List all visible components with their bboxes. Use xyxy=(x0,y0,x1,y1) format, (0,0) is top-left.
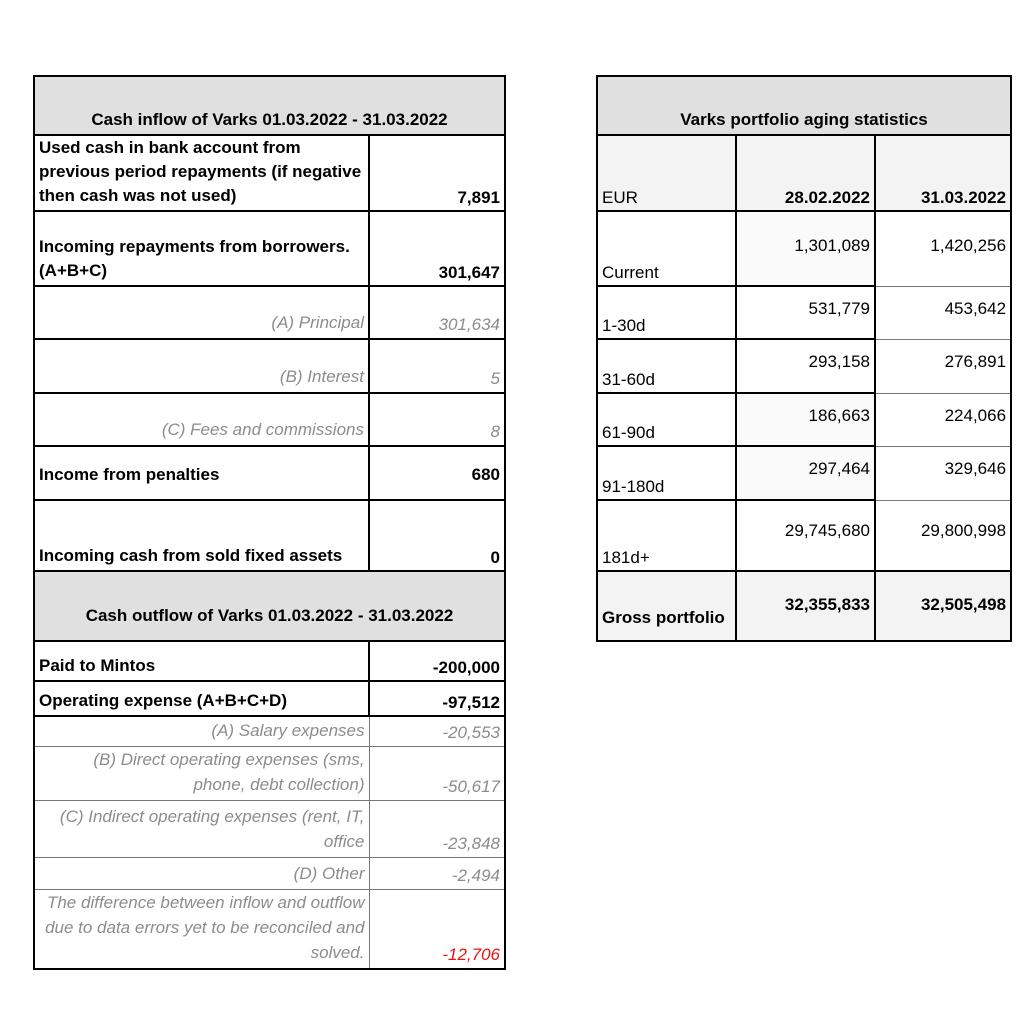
inflow-subrow-label: (C) Fees and commissions xyxy=(34,393,369,446)
cash-outflow-header: Cash outflow of Varks 01.03.2022 - 31.03.2022 xyxy=(34,571,505,641)
outflow-row-value: -97,512 xyxy=(369,681,505,716)
inflow-row-value: 7,891 xyxy=(369,135,505,211)
aging-value: 186,663 xyxy=(736,393,875,446)
inflow-row-value: 680 xyxy=(369,446,505,500)
outflow-subrow-label: (B) Direct operating expenses (sms, phone, debt collection) xyxy=(34,746,369,800)
aging-value: 293,158 xyxy=(736,339,875,393)
outflow-subrow-value: -20,553 xyxy=(369,716,505,746)
inflow-row-label: Income from penalties xyxy=(34,446,369,500)
aging-value: 224,066 xyxy=(875,393,1011,446)
aging-value: 29,745,680 xyxy=(736,500,875,571)
reconciliation-value: -12,706 xyxy=(369,889,505,969)
inflow-row-label: Incoming repayments from borrowers. (A+B+C) xyxy=(34,211,369,286)
aging-value: 1,301,089 xyxy=(736,211,875,286)
aging-value: 453,642 xyxy=(875,286,1011,339)
inflow-row-label: Used cash in bank account from previous period repayments (if negative then cash was not used) xyxy=(34,135,369,211)
outflow-subrow-value: -23,848 xyxy=(369,800,505,857)
inflow-subrow-value: 8 xyxy=(369,393,505,446)
aging-col-date-2: 31.03.2022 xyxy=(875,135,1011,211)
aging-value: 329,646 xyxy=(875,446,1011,500)
aging-value: 531,779 xyxy=(736,286,875,339)
aging-table xyxy=(596,75,1012,642)
aging-bucket: 1-30d xyxy=(597,286,736,339)
aging-header: Varks portfolio aging statistics xyxy=(597,76,1011,135)
outflow-subrow-label: (A) Salary expenses xyxy=(34,716,369,746)
aging-total-value: 32,505,498 xyxy=(875,571,1011,641)
aging-value: 1,420,256 xyxy=(875,211,1011,286)
aging-value: 29,800,998 xyxy=(875,500,1011,571)
aging-bucket: 181d+ xyxy=(597,500,736,571)
outflow-subrow-value: -50,617 xyxy=(369,746,505,800)
outflow-row-label: Operating expense (A+B+C+D) xyxy=(34,681,369,716)
aging-value: 297,464 xyxy=(736,446,875,500)
outflow-subrow-label: (C) Indirect operating expenses (rent, IT, office xyxy=(34,800,369,857)
inflow-subrow-value: 301,634 xyxy=(369,286,505,339)
aging-total-value: 32,355,833 xyxy=(736,571,875,641)
aging-bucket: Current xyxy=(597,211,736,286)
inflow-row-value: 301,647 xyxy=(369,211,505,286)
cash-flow-table xyxy=(33,75,506,970)
reconciliation-label: The difference between inflow and outflow due to data errors yet to be reconciled and solved. xyxy=(34,889,369,969)
outflow-subrow-value: -2,494 xyxy=(369,857,505,889)
inflow-subrow-label: (B) Interest xyxy=(34,339,369,393)
cash-inflow-header: Cash inflow of Varks 01.03.2022 - 31.03.2022 xyxy=(34,76,505,135)
aging-value: 276,891 xyxy=(875,339,1011,393)
outflow-row-value: -200,000 xyxy=(369,641,505,681)
outflow-row-label: Paid to Mintos xyxy=(34,641,369,681)
inflow-row-label: Incoming cash from sold fixed assets xyxy=(34,500,369,571)
inflow-subrow-value: 5 xyxy=(369,339,505,393)
inflow-row-value: 0 xyxy=(369,500,505,571)
aging-total-label: Gross portfolio xyxy=(597,571,736,641)
inflow-subrow-label: (A) Principal xyxy=(34,286,369,339)
aging-bucket: 31-60d xyxy=(597,339,736,393)
aging-bucket: 91-180d xyxy=(597,446,736,500)
aging-bucket: 61-90d xyxy=(597,393,736,446)
aging-col-date-1: 28.02.2022 xyxy=(736,135,875,211)
aging-col-eur: EUR xyxy=(597,135,736,211)
outflow-subrow-label: (D) Other xyxy=(34,857,369,889)
